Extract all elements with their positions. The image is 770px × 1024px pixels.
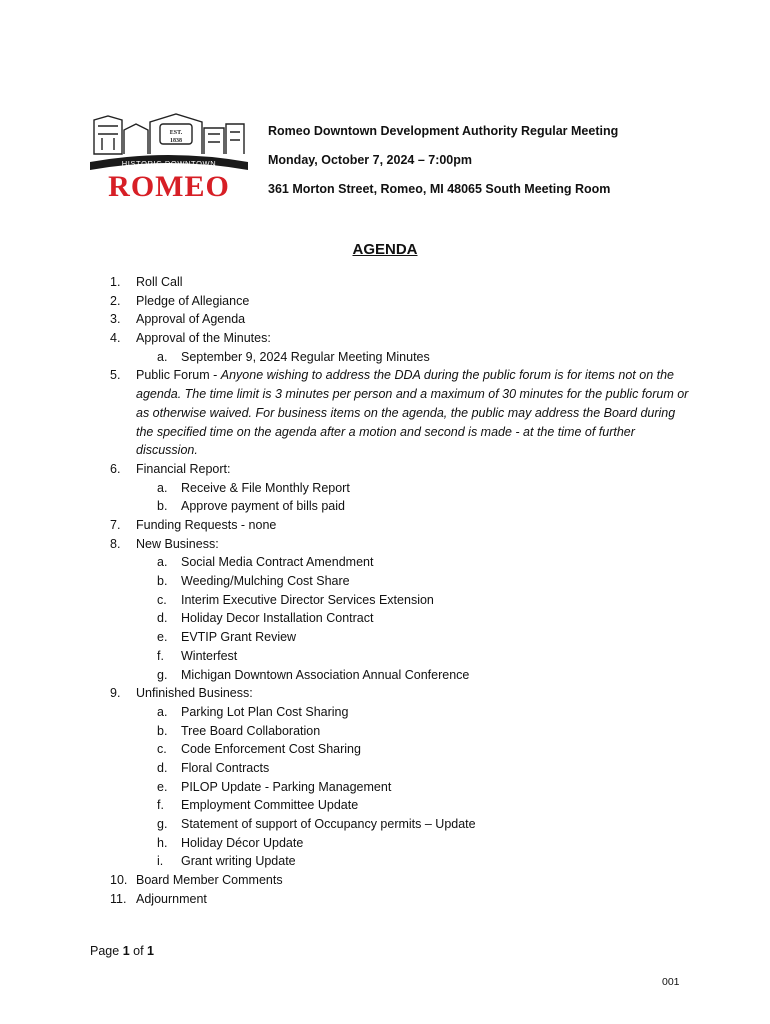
- agenda-subitem: [110, 722, 690, 741]
- subitem-text: Holiday Décor Update: [181, 835, 304, 850]
- item-number: 3.: [110, 312, 121, 327]
- agenda-subitem: [110, 609, 690, 628]
- item-text: Adjournment: [136, 891, 207, 906]
- page-number: [90, 944, 154, 958]
- agenda-heading: AGENDA: [352, 241, 418, 258]
- subitem-text: Social Media Contract Amendment: [181, 555, 374, 570]
- agenda-subitem: [110, 778, 690, 797]
- subitem-text: Michigan Downtown Association Annual Conference: [181, 667, 470, 682]
- subitem-text: Tree Board Collaboration: [181, 723, 321, 738]
- meeting-header: [268, 124, 738, 211]
- subitem-letter: d.: [157, 760, 168, 775]
- item-text: Financial Report:: [136, 461, 231, 476]
- logo-name: ROMEO: [108, 170, 230, 202]
- subitem-letter: d.: [157, 611, 168, 626]
- romeo-logo-graphic: [84, 112, 254, 202]
- agenda-subitem: [110, 759, 690, 778]
- subitem-letter: b.: [157, 499, 168, 514]
- item-text: New Business:: [136, 536, 219, 551]
- subitem-letter: h.: [157, 835, 168, 850]
- subitem-text: Parking Lot Plan Cost Sharing: [181, 704, 349, 719]
- agenda-subitem: [110, 796, 690, 815]
- subitem-text: Statement of support of Occupancy permits – Update: [181, 817, 476, 832]
- subitem-text: Winterfest: [181, 648, 238, 663]
- subitem-letter: a.: [157, 704, 168, 719]
- item-prefix: Public Forum -: [136, 368, 221, 383]
- page-word: Page: [90, 944, 120, 958]
- page-code: 001: [662, 976, 680, 988]
- agenda-subitem: [110, 479, 690, 498]
- subitem-letter: b.: [157, 574, 168, 589]
- item-number: 5.: [110, 368, 121, 383]
- public-forum-description: Anyone wishing to address the DDA during the public forum is for items not on the agenda. The time limit is 3 minutes per person and a maximum of 30 minutes for the public forum or as otherwise waived. For business items on the agenda, the public may address the Board during the specified time on the agenda after a motion and second is made - at the time of further discussion.: [136, 368, 689, 458]
- item-number: 7.: [110, 518, 121, 533]
- logo-est-year: 1838: [170, 138, 182, 144]
- agenda-item-unfinished-business: [110, 684, 690, 703]
- item-text: Pledge of Allegiance: [136, 293, 250, 308]
- romeo-logo: [84, 112, 254, 202]
- page-total: 1: [147, 944, 154, 958]
- agenda-subitem: [110, 834, 690, 853]
- agenda-subitem: [110, 572, 690, 591]
- subitem-letter: g.: [157, 667, 168, 682]
- agenda-subitem: [110, 666, 690, 685]
- item-text: Board Member Comments: [136, 873, 283, 888]
- item-number: 4.: [110, 331, 121, 346]
- subitem-text: EVTIP Grant Review: [181, 630, 297, 645]
- agenda-subitem: [110, 553, 690, 572]
- subitem-letter: b.: [157, 723, 168, 738]
- item-number: 11.: [110, 891, 127, 906]
- subitem-letter: a.: [157, 555, 168, 570]
- item-number: 8.: [110, 536, 121, 551]
- agenda-item-roll-call: [110, 273, 690, 292]
- subitem-text: Weeding/Mulching Cost Share: [181, 574, 350, 589]
- subitem-letter: a.: [157, 349, 168, 364]
- agenda-item-board-comments: [110, 871, 690, 890]
- agenda-subitem: [110, 628, 690, 647]
- subitem-letter: e.: [157, 779, 168, 794]
- item-number: 9.: [110, 686, 121, 701]
- subitem-text: Interim Executive Director Services Extension: [181, 592, 434, 607]
- subitem-text: Approve payment of bills paid: [181, 499, 345, 514]
- agenda-item-new-business: [110, 535, 690, 554]
- item-text: Funding Requests - none: [136, 518, 277, 533]
- agenda-item-public-forum: [110, 366, 690, 460]
- logo-est-label: EST.: [169, 130, 183, 136]
- item-number: 1.: [110, 275, 121, 289]
- meeting-title: Romeo Downtown Development Authority Regular Meeting: [268, 124, 619, 138]
- agenda-subitem: [110, 740, 690, 759]
- meeting-date: Monday, October 7, 2024 – 7:00pm: [268, 153, 473, 167]
- item-number: 6.: [110, 461, 121, 476]
- subitem-text: Code Enforcement Cost Sharing: [181, 742, 361, 757]
- agenda-list: [110, 273, 690, 908]
- agenda-item-pledge: [110, 292, 690, 311]
- agenda-item-funding-requests: [110, 516, 690, 535]
- item-text: Approval of Agenda: [136, 312, 246, 327]
- subitem-text: Receive & File Monthly Report: [181, 480, 350, 495]
- subitem-letter: e.: [157, 630, 168, 645]
- item-text: Unfinished Business:: [136, 686, 253, 701]
- logo-top-text: HISTORIC DOWNTOWN: [121, 159, 217, 168]
- agenda-subitem: [110, 348, 690, 367]
- subitem-letter: a.: [157, 480, 168, 495]
- subitem-letter: c.: [157, 742, 167, 757]
- agenda-item-approval-minutes: [110, 329, 690, 348]
- subitem-text: Grant writing Update: [181, 854, 296, 869]
- agenda-subitem: [110, 703, 690, 722]
- subitem-letter: g.: [157, 817, 168, 832]
- agenda-item-adjournment: [110, 890, 690, 909]
- subitem-letter: f.: [157, 798, 164, 813]
- agenda-subitem: [110, 647, 690, 666]
- item-number: 2.: [110, 293, 121, 308]
- item-number: 10.: [110, 873, 128, 888]
- item-text: Roll Call: [136, 275, 183, 289]
- subitem-letter: f.: [157, 648, 164, 663]
- subitem-text: Employment Committee Update: [181, 798, 359, 813]
- agenda-subitem: [110, 497, 690, 516]
- page-current: 1: [122, 944, 130, 958]
- subitem-letter: c.: [157, 592, 167, 607]
- meeting-location: 361 Morton Street, Romeo, MI 48065 South Meeting Room: [268, 182, 611, 196]
- subitem-text: Floral Contracts: [181, 760, 270, 775]
- subitem-text: PILOP Update - Parking Management: [181, 779, 392, 794]
- agenda-item-financial-report: [110, 460, 690, 479]
- subitem-text: September 9, 2024 Regular Meeting Minutes: [181, 349, 430, 364]
- agenda-subitem: [110, 591, 690, 610]
- agenda-item-approval-agenda: [110, 310, 690, 329]
- subitem-letter: i.: [157, 854, 164, 869]
- agenda-subitem: [110, 815, 690, 834]
- subitem-text: Holiday Decor Installation Contract: [181, 611, 374, 626]
- of-word: of: [133, 944, 144, 958]
- agenda-subitem: [110, 852, 690, 871]
- item-text: Approval of the Minutes:: [136, 331, 271, 346]
